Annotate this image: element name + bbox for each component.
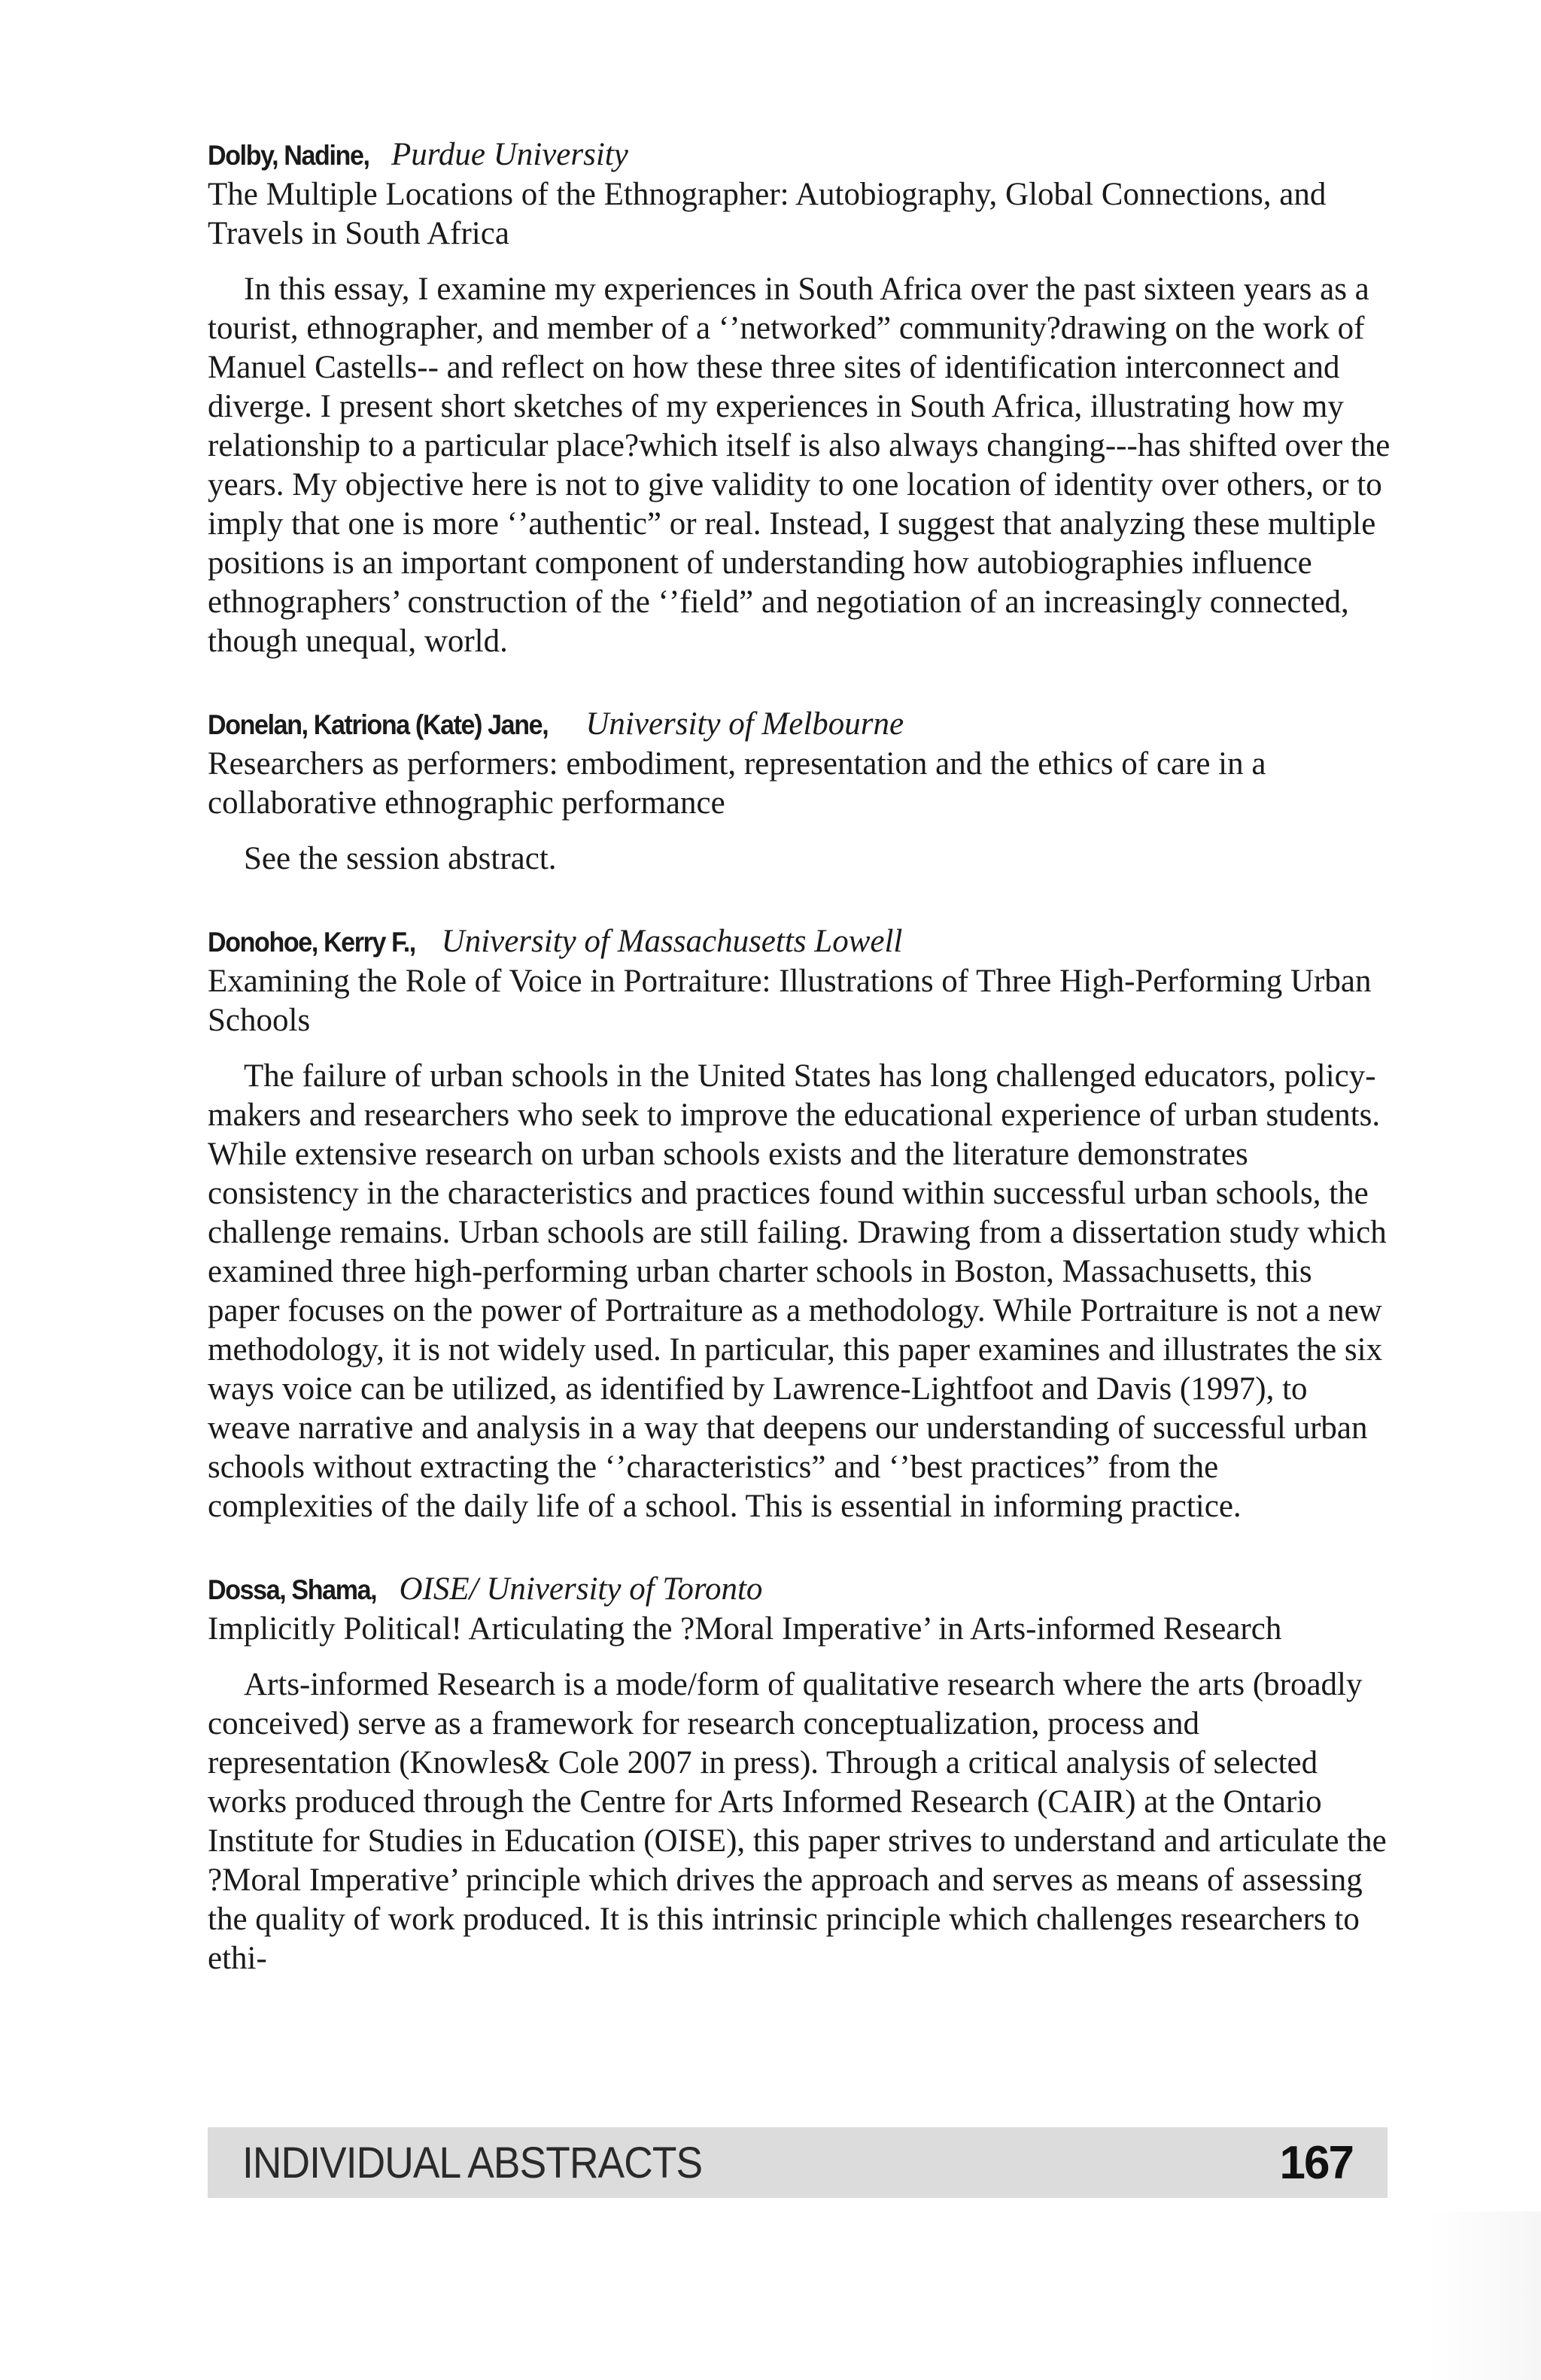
abstract-entry (208, 1570, 1391, 1978)
paper-title: The Multiple Locations of the Ethnographer: Autobiography, Global Connections, and Travels in South Africa (208, 177, 1327, 251)
page-number: 167 (1279, 2136, 1353, 2189)
author-name: Dossa, Shama, (208, 1574, 377, 1605)
entry-header (208, 1570, 1391, 1610)
abstract-text: The failure of urban schools in the United States has long challenged educators, policy-makers and researchers who seek to improve the educational experience of urban students. While extensive research on urban schools exists and the literature demonstrates consistency in the characteristics and practices found within successful urban schools, the challenge remains. Urban schools are still failing. Drawing from a dissertation study which examined three high-performing urban charter schools in Boston, Massachusetts, this paper focuses on the power of Portraiture as a methodology. While Portraiture is not a new methodology, it is not widely used. In particular, this paper examines and illustrates the six ways voice can be utilized, as identified by Lawrence-Lightfoot and Davis (1997), to weave narrative and analysis in a way that deepens our understanding of successful urban schools without extracting the ‘’characteristics” and ‘’best practices” from the complexities of the daily life of a school. This is essential in informing practice. (208, 1058, 1387, 1524)
abstracts-page (208, 135, 1391, 2022)
abstract-entry (208, 705, 1391, 879)
entry-header (208, 705, 1391, 745)
abstract-text: In this essay, I examine my experiences in South Africa over the past sixteen years as a tourist, ethnographer, and member of a ‘’networked” community?drawing on the work of Manuel Castells-- and reflect on how these three sites of identification interconnect and diverge. I present short sketches of my experiences in South Africa, illustrating how my relationship to a particular place?which itself is also always changing---has shifted over the years. My objective here is not to give validity to one location of identity over others, or to imply that one is more ‘’authentic” or real. Instead, I suggest that analyzing these multiple positions is an important component of understanding how autobiographies influence ethnographers’ construction of the ‘’field” and negotiation of an increasingly connected, though unequal, world. (208, 272, 1391, 659)
entry-header (208, 135, 1391, 175)
abstract-text: See the session abstract. (244, 841, 557, 876)
author-name: Donohoe, Kerry F., (208, 927, 415, 958)
entry-header (208, 922, 1391, 962)
page-footer (208, 2127, 1388, 2198)
paper-title: Researchers as performers: embodiment, representation and the ethics of care in a collaborative ethnographic performance (208, 746, 1266, 821)
abstract-entry (208, 135, 1391, 661)
author-affiliation: University of Melbourne (585, 706, 904, 742)
paper-title: Examining the Role of Voice in Portraiture: Illustrations of Three High-Performing Urban Schools (208, 964, 1372, 1038)
author-affiliation: Purdue University (391, 137, 628, 172)
author-affiliation: OISE/ University of Toronto (399, 1571, 763, 1607)
abstract-entry (208, 922, 1391, 1526)
author-affiliation: University of Massachusetts Lowell (441, 924, 903, 959)
abstract-text: Arts-informed Research is a mode/form of qualitative research where the arts (broadly conceived) serve as a framework for research conceptualization, process and representation (Knowles& Cole 2007 in press). Through a critical analysis of selected works produced through the Centre for Arts Informed Research (CAIR) at the Ontario Institute for Studies in Education (OISE), this paper strives to understand and articulate the ?Moral Imperative’ principle which drives the approach and serves as means of assessing the quality of work produced. It is this intrinsic principle which challenges researchers to ethi- (208, 1667, 1387, 1976)
author-name: Donelan, Katriona (Kate) Jane, (208, 709, 549, 740)
author-name: Dolby, Nadine, (208, 140, 369, 171)
section-label: INDIVIDUAL ABSTRACTS (242, 2138, 703, 2187)
paper-title: Implicitly Political! Articulating the ?Moral Imperative’ in Arts-informed Research (208, 1611, 1282, 1647)
page-edge-shadow (1428, 2212, 1541, 2380)
